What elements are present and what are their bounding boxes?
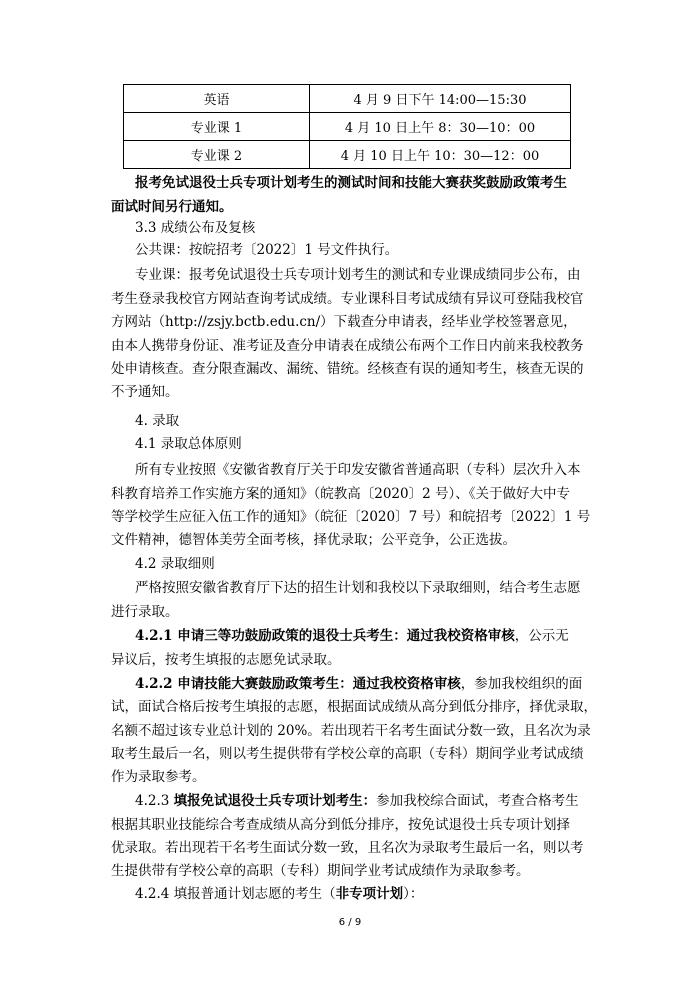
paragraph-line: 科教育培养工作实施方案的通知》（皖教高〔2020〕2 号）、《关于做好大中专	[111, 486, 570, 502]
text-run: 4.2.4 填报普通计划志愿的考生（	[135, 886, 336, 902]
paragraph-line: 进行录取。	[111, 604, 179, 620]
text-run: ，公示无	[514, 628, 569, 644]
paragraph-line	[135, 791, 579, 811]
text-run: ）：	[403, 886, 424, 902]
bold-run: 填报免试退役士兵专项计划考生：	[173, 793, 377, 809]
paragraph-line: 试，面试合格后按考生填报的志愿，根据面试成绩从高分到低分排序，择优录取，	[111, 699, 597, 715]
table-cell-time: 4 月 10 日上午 8：30—10：00	[310, 113, 571, 141]
paragraph-line: 考生登录我校官方网站查询考试成绩。专业课科目考试成绩有异议可登陆我校官	[111, 291, 584, 307]
paragraph-line: 所有专业按照《安徽省教育厅关于印发安徽省普通高职（专科）层次升入本	[135, 462, 581, 478]
notice-line: 面试时间另行通知。	[111, 199, 233, 215]
section-heading: 4. 录取	[135, 413, 180, 429]
paragraph-line: 异议后，按考生填报的志愿免试录取。	[111, 652, 341, 668]
text-run: 4.2.3	[135, 793, 174, 809]
text-run: 参加我校综合面试，考查合格考生	[376, 793, 579, 809]
paragraph-line	[135, 626, 569, 646]
paragraph-line: 处申请核查。查分限查漏改、漏统、错统。经核查有误的通知考生，核查无误的	[111, 361, 584, 377]
paragraph-line: 公共课：按皖招考〔2022〕1 号文件执行。	[135, 242, 399, 258]
table-row	[124, 85, 571, 113]
paragraph-line: 由本人携带身份证、准考证及查分申请表在成绩公布两个工作日内前来我校教务	[111, 338, 584, 354]
section-heading: 4.1 录取总体原则	[135, 436, 242, 452]
table-row	[124, 141, 571, 169]
text-run: ，参加我校组织的面	[460, 676, 583, 692]
section-heading: 4.2 录取细则	[135, 556, 215, 572]
paragraph-line	[135, 674, 582, 694]
page-number: 6 / 9	[338, 917, 362, 928]
paragraph-line: 生提供带有学校公章的高职（专科）期间学业考试成绩作为录取参考。	[111, 863, 530, 879]
paragraph-line: 专业课：报考免试退役士兵专项计划考生的测试和专业课成绩同步公布，由	[135, 267, 581, 283]
bold-run: 4.2.2 申请技能大赛鼓励政策考生：通过我校资格审核	[135, 676, 461, 692]
table-cell-subject: 专业课 1	[124, 113, 310, 141]
paragraph-line: 取考生最后一名，则以考生提供带有学校公章的高职（专科）期间学业考试成绩	[111, 746, 584, 762]
paragraph-line: 名额不超过该专业总计划的 20%。若出现若干名考生面试分数一致，且名次为录	[111, 723, 591, 739]
paragraph-line: 等学校学生应征入伍工作的通知》（皖征〔2020〕7 号）和皖招考〔2022〕1 号	[111, 509, 591, 525]
paragraph-line: 优录取。若出现若干名考生面试分数一致，且名次为录取考生最后一名，则以考	[111, 840, 584, 856]
paragraph-line: 严格按照安徽省教育厅下达的招生计划和我校以下录取细则，结合考生志愿	[135, 580, 581, 596]
table-cell-time: 4 月 9 日下午 14:00—15:30	[310, 85, 571, 113]
paragraph-line	[135, 884, 423, 904]
table-cell-subject: 专业课 2	[124, 141, 310, 169]
section-heading: 3.3 成绩公布及复核	[135, 220, 256, 236]
table-cell-time: 4 月 10 日上午 10：30—12：00	[310, 141, 571, 169]
paragraph-line: 根据其职业技能综合考查成绩从高分到低分排序，按免试退役士兵专项计划择	[111, 817, 570, 833]
paragraph-line: 不予通知。	[111, 384, 179, 400]
notice-line: 报考免试退役士兵专项计划考生的测试时间和技能大赛获奖鼓励政策考生	[135, 175, 567, 191]
paragraph-line: 方网站（http://zsjy.bctb.edu.cn/）下载查分申请表，经毕业学校签署意见，	[111, 314, 577, 330]
table-cell-subject: 英语	[124, 85, 310, 113]
paragraph-line: 文件精神，德智体美劳全面考核，择优录取；公平竞争，公正选拔。	[111, 532, 516, 548]
exam-schedule-table	[123, 84, 571, 169]
table-row	[124, 113, 571, 141]
bold-run: 非专项计划	[335, 886, 404, 902]
bold-run: 4.2.1 申请三等功鼓励政策的退役士兵考生：通过我校资格审核	[135, 628, 515, 644]
paragraph-line: 作为录取参考。	[111, 769, 206, 785]
